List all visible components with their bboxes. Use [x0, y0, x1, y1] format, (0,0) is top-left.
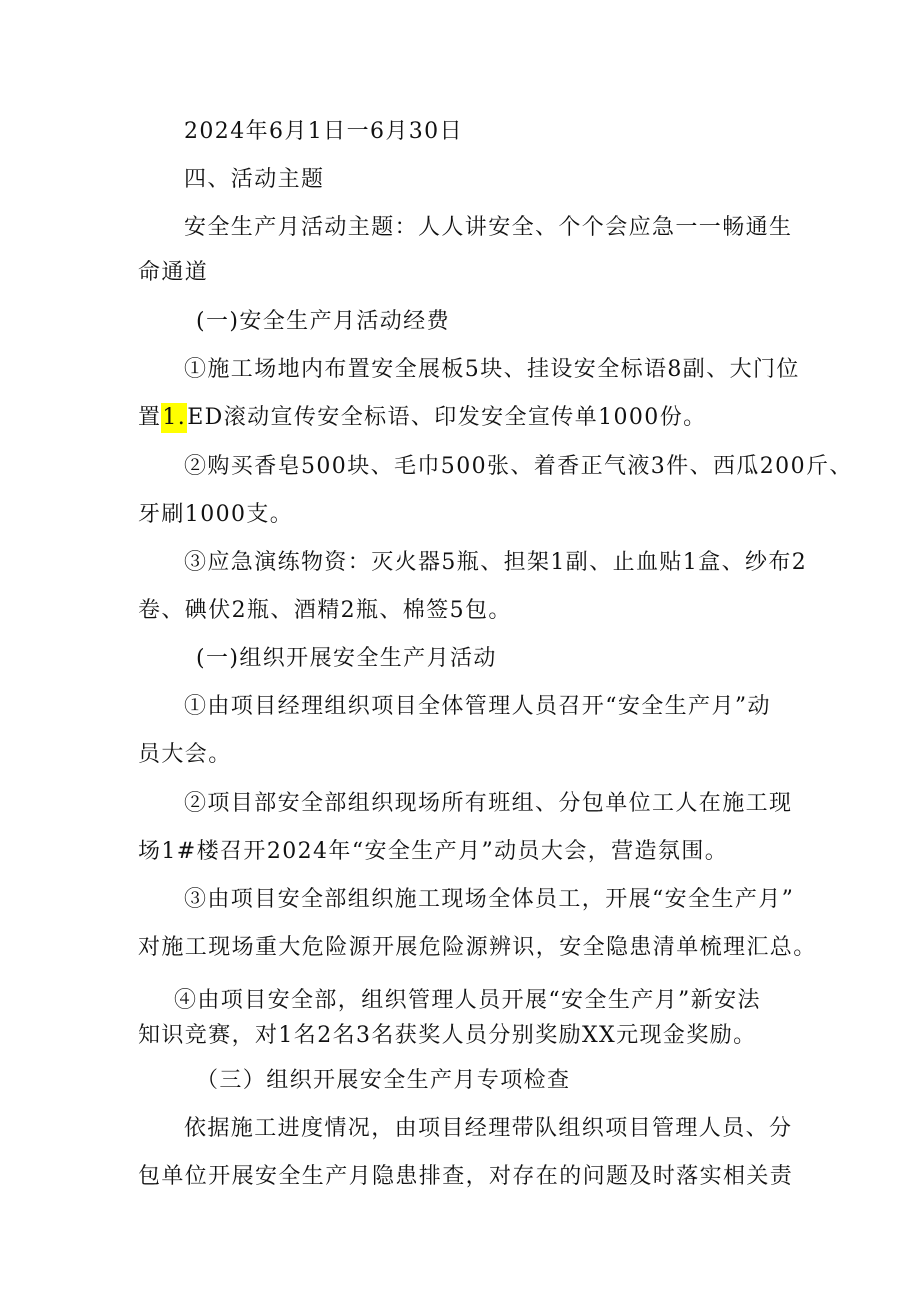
highlighted-text: 1.	[161, 403, 187, 433]
organize-item3-line1: ③由项目安全部组织施工现场全体员工，开展“安全生产月”	[184, 887, 795, 912]
inspection-line2: 包单位开展安全生产月隐患排查，对存在的问题及时落实相关责	[138, 1164, 794, 1189]
inspection-line1: 依据施工进度情况，由项目经理带队组织项目管理人员、分	[184, 1116, 793, 1141]
date-range: 2024年6月1日一6月30日	[184, 119, 463, 144]
organize-item3-line2: 对施工现场重大危险源开展危险源辨识，安全隐患清单梳理汇总。	[138, 935, 817, 960]
theme-line-1: 安全生产月活动主题：人人讲安全、个个会应急一一畅通生	[184, 215, 793, 240]
funding-heading: (一)安全生产月活动经费	[196, 309, 450, 334]
funding-item3-line2: 卷、碘伏2瓶、酒精2瓶、棉签5包。	[138, 598, 512, 623]
organize-item4-line2: 知识竞赛，对1名2名3名获奖人员分别奖励XX元现金奖励。	[138, 1023, 757, 1048]
funding-item1-line2-prefix: 置	[138, 405, 162, 430]
funding-item1-line2	[138, 403, 707, 433]
inspection-heading: （三）组织开展安全生产月专项检查	[196, 1068, 571, 1093]
funding-item1-line2-suffix: ED滚动宣传安全标语、印发安全宣传单1000份。	[187, 405, 707, 430]
organize-item4-line1: ④由项目安全部，组织管理人员开展“安全生产月”新安法	[174, 988, 761, 1013]
organize-heading: (一)组织开展安全生产月活动	[196, 646, 497, 671]
funding-item1-line1: ①施工场地内布置安全展板5块、挂设安全标语8副、大门位	[184, 357, 800, 382]
organize-item2-line2: 场1#楼召开2024年“安全生产月”动员大会，营造氛围。	[138, 839, 729, 864]
organize-item1-line1: ①由项目经理组织项目全体管理人员召开“安全生产月”动	[184, 694, 771, 719]
section4-heading: 四、活动主题	[184, 167, 325, 192]
funding-item2-line2: 牙刷1000支。	[138, 502, 294, 527]
theme-line-2: 命通道	[138, 260, 209, 285]
organize-item2-line1: ②项目部安全部组织现场所有班组、分包单位工人在施工现	[184, 791, 793, 816]
funding-item2-line1: ②购买香皂500块、毛巾500张、着香正气液3件、西瓜200斤、	[184, 454, 853, 479]
funding-item3-line1: ③应急演练物资：灭火器5瓶、担架1副、止血贴1盒、纱布2	[184, 550, 808, 575]
organize-item1-line2: 员大会。	[138, 742, 232, 767]
